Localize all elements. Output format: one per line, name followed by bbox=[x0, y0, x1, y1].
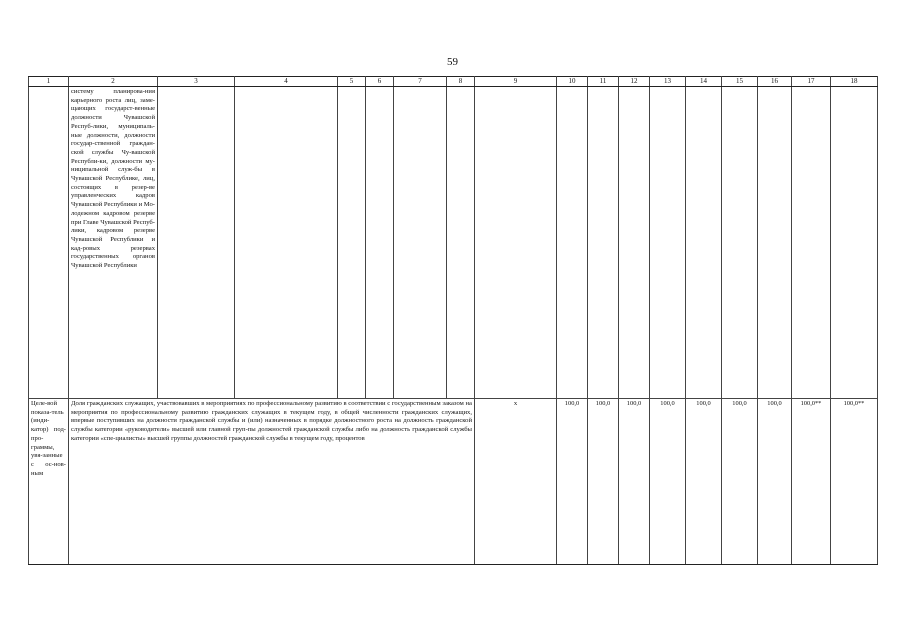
table-cell bbox=[366, 87, 394, 399]
value-cell-col17: 100,0** bbox=[792, 399, 831, 565]
value-cell-col16: 100,0 bbox=[758, 399, 792, 565]
value-cell-col10: 100,0 bbox=[557, 399, 588, 565]
header-col-18: 18 bbox=[831, 77, 878, 87]
header-col-12: 12 bbox=[619, 77, 650, 87]
page-number: 59 bbox=[447, 56, 458, 68]
header-col-4: 4 bbox=[235, 77, 338, 87]
table-cell bbox=[792, 87, 831, 399]
table-row bbox=[29, 87, 878, 399]
table-cell bbox=[557, 87, 588, 399]
header-col-5: 5 bbox=[338, 77, 366, 87]
table-cell bbox=[588, 87, 619, 399]
table-cell bbox=[650, 87, 686, 399]
header-col-7: 7 bbox=[394, 77, 447, 87]
table-cell bbox=[758, 87, 792, 399]
program-table bbox=[28, 76, 878, 565]
indicator-description-cell: Доля гражданских служащих, участвовавших в мероприятиях по профессиональному развитию в соответствии с государственным заказом на мероприятия по профессиональному развитию гражданских служащих в текущем году, в общей численности гражданских служащих, впервые поступивших на должности гражданской службы и (или) назначенных в порядке должностного роста на должность гражданской службы категории «руководители» высшей или главной груп-пы должностей гражданской службы либо на должность гражданской службы категории «спе-циалисты» высшей группы должностей гражданской службы в текущем году, процентов bbox=[69, 399, 475, 565]
table-row bbox=[29, 399, 878, 565]
header-col-3: 3 bbox=[158, 77, 235, 87]
measure-description-cell: систему планирова-ния карьерного роста лиц, заме-щающих государст-венные должности Чувашской Респуб-лики, муниципаль-ные должности, должности государ-ственной граждан-ской службы Чу-вашской Республи-ки, должности му-ниципальной служ-бы в Чувашской Республике, лиц, состоящих в резер-ве управленческих кадров Чувашской Республики и Мо-лодежном кадровом резерве при Главе Чувашской Респуб-лики, кадровом резерве Чувашской Республики и кад-ровых резервах государственных органов Чувашской Республики bbox=[69, 87, 158, 399]
table-cell bbox=[29, 87, 69, 399]
table-cell bbox=[722, 87, 758, 399]
header-col-1: 1 bbox=[29, 77, 69, 87]
header-col-14: 14 bbox=[686, 77, 722, 87]
header-col-13: 13 bbox=[650, 77, 686, 87]
table-cell bbox=[619, 87, 650, 399]
value-cell-col15: 100,0 bbox=[722, 399, 758, 565]
table-cell bbox=[394, 87, 447, 399]
header-col-2: 2 bbox=[69, 77, 158, 87]
value-cell-col12: 100,0 bbox=[619, 399, 650, 565]
table-cell bbox=[235, 87, 338, 399]
table-cell bbox=[686, 87, 722, 399]
header-col-8: 8 bbox=[447, 77, 475, 87]
table-cell bbox=[158, 87, 235, 399]
header-col-10: 10 bbox=[557, 77, 588, 87]
table-cell bbox=[475, 87, 557, 399]
header-col-6: 6 bbox=[366, 77, 394, 87]
header-col-15: 15 bbox=[722, 77, 758, 87]
table-cell bbox=[447, 87, 475, 399]
header-col-9: 9 bbox=[475, 77, 557, 87]
table-cell bbox=[338, 87, 366, 399]
value-cell-col18: 100,0** bbox=[831, 399, 878, 565]
table-cell bbox=[831, 87, 878, 399]
indicator-label-cell: Целе-вой показа-тель (инди-катор) под-про-граммы, увя-занные с ос-нов-ным bbox=[29, 399, 69, 565]
header-col-17: 17 bbox=[792, 77, 831, 87]
header-col-11: 11 bbox=[588, 77, 619, 87]
value-cell-col14: 100,0 bbox=[686, 399, 722, 565]
table-cell-col9: х bbox=[475, 399, 557, 565]
header-col-16: 16 bbox=[758, 77, 792, 87]
header-row bbox=[29, 77, 878, 87]
value-cell-col11: 100,0 bbox=[588, 399, 619, 565]
value-cell-col13: 100,0 bbox=[650, 399, 686, 565]
